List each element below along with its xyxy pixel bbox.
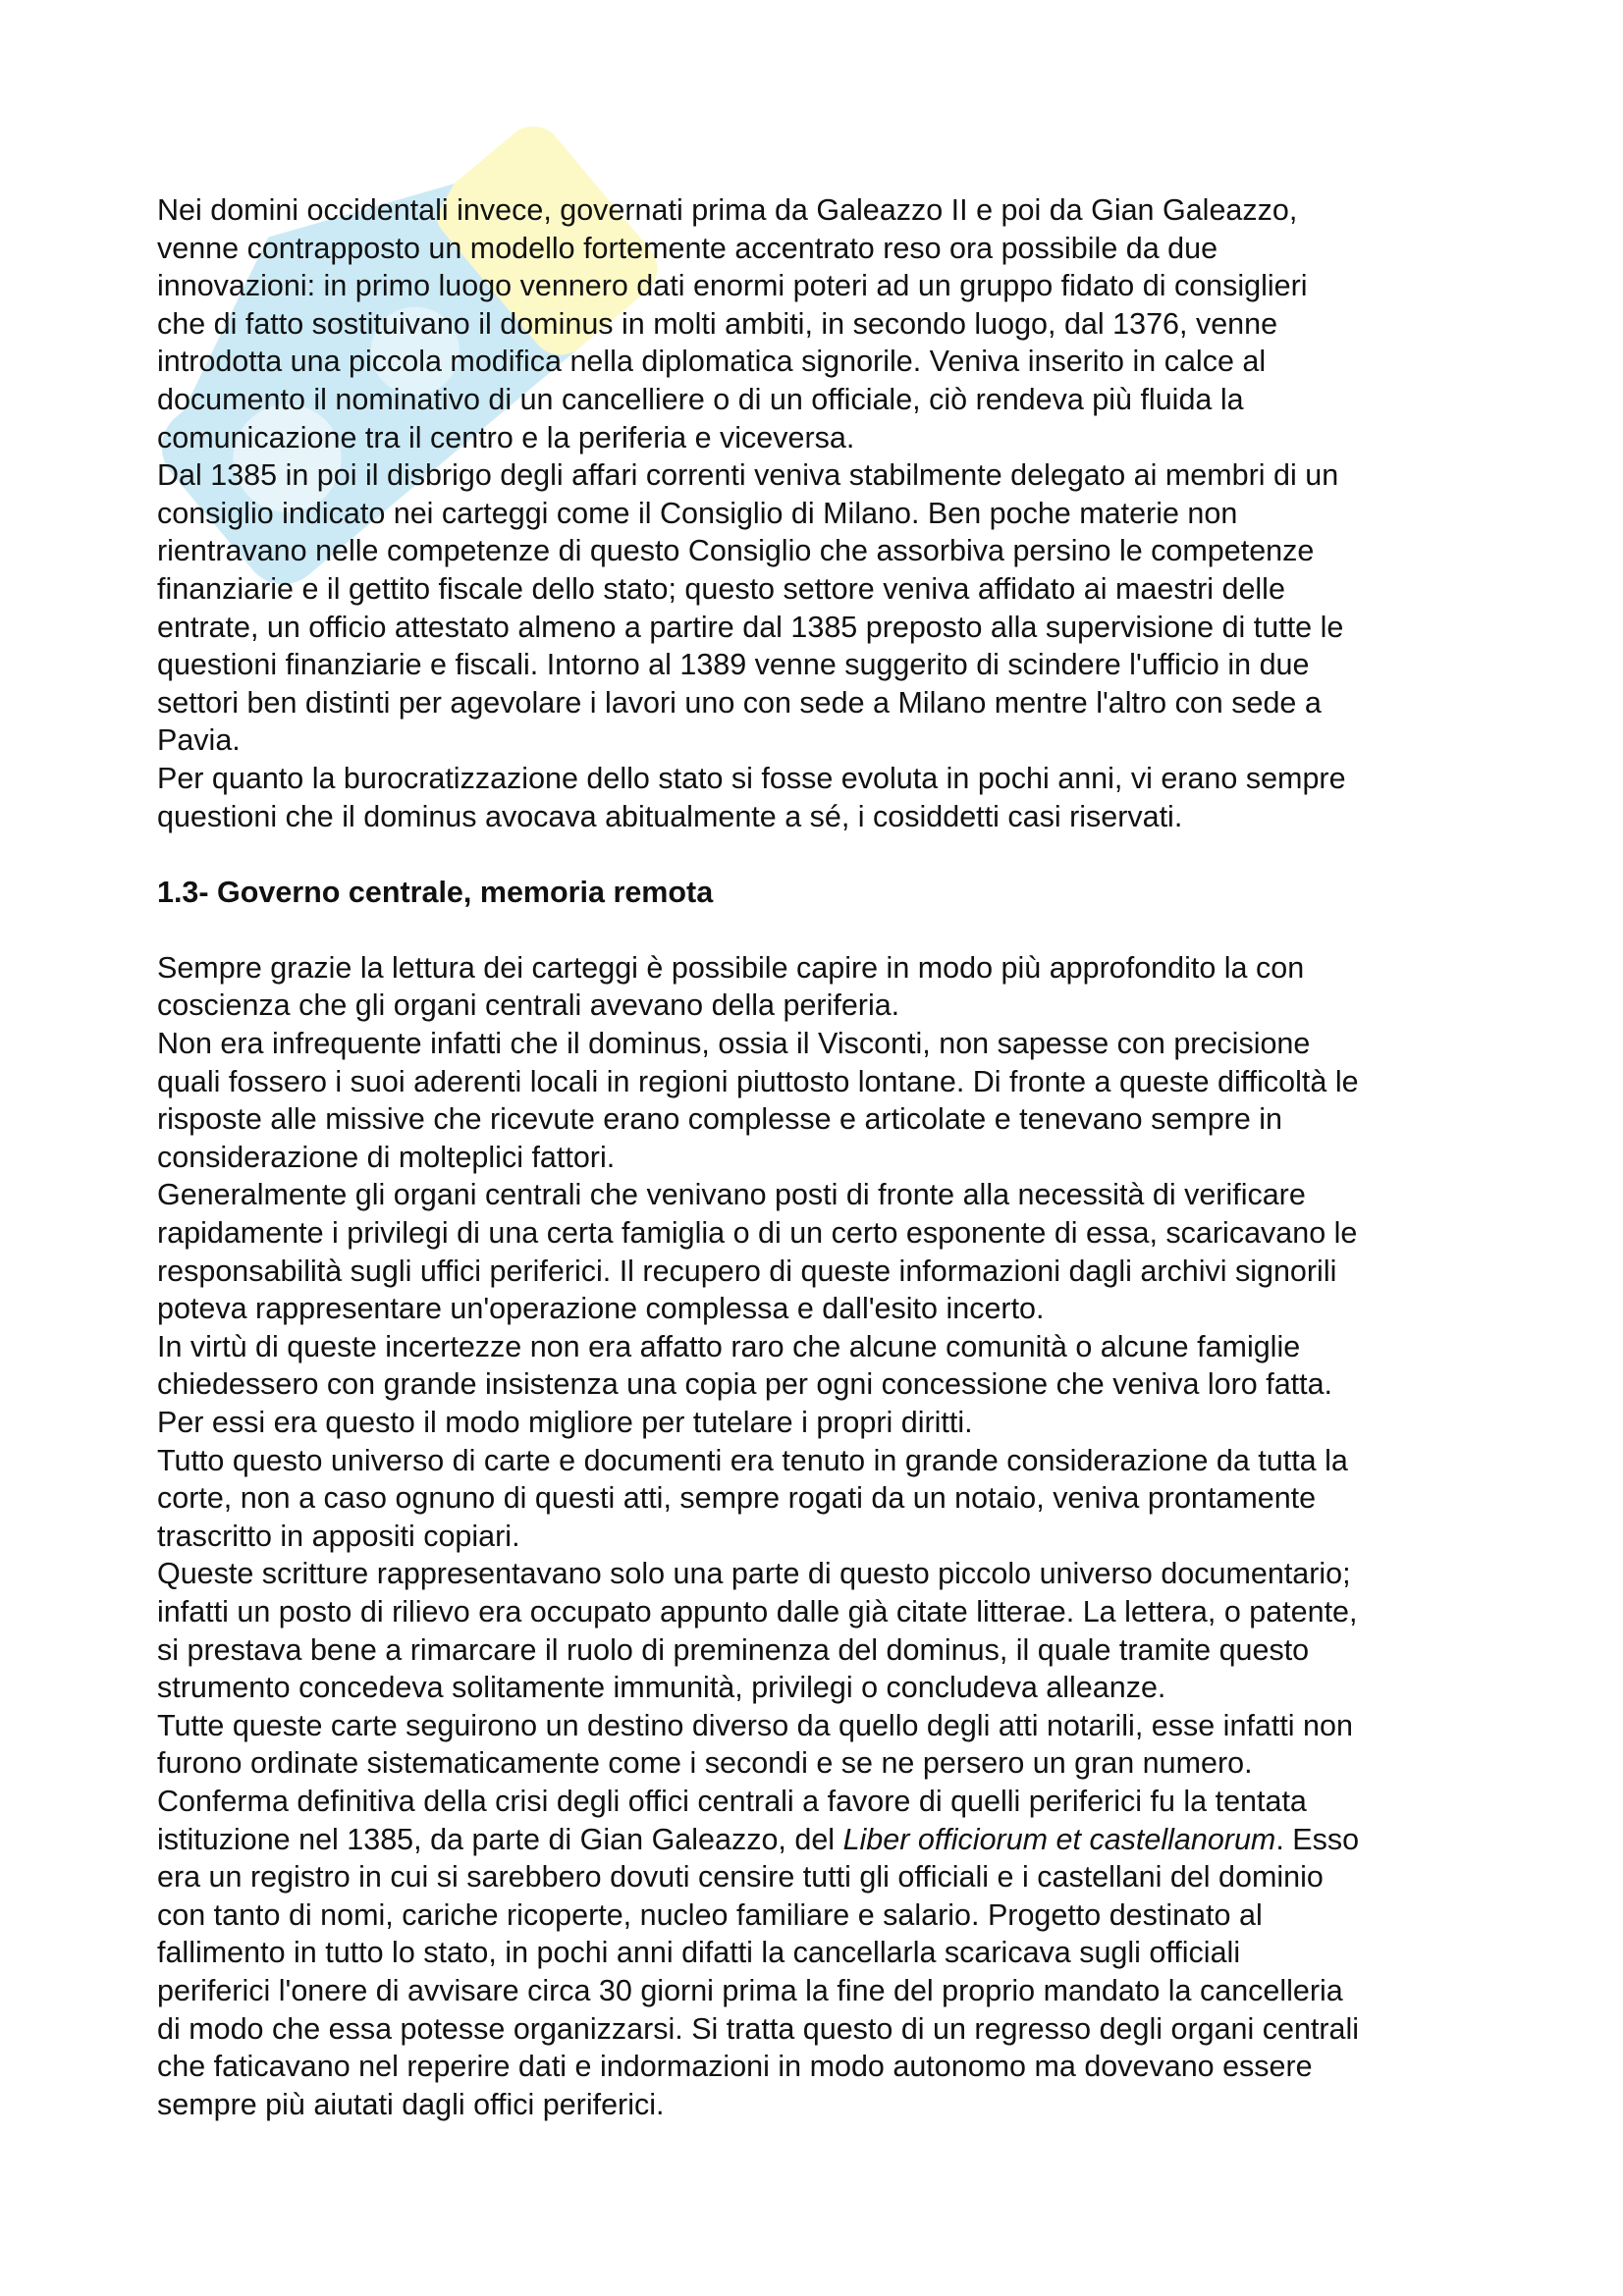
section-heading: 1.3- Governo centrale, memoria remota — [157, 875, 714, 909]
text-line: fallimento in tutto lo stato, in pochi anni difatti la cancellarla scaricava sugli officiali — [157, 1936, 1241, 1970]
text-line: finanziarie e il gettito fiscale dello stato; questo settore veniva affidato ai maestri delle — [157, 571, 1285, 606]
text-line-segment: . Esso — [1275, 1822, 1360, 1856]
text-line: rientravano nelle competenze di questo Consiglio che assorbiva persino le competenze — [157, 534, 1315, 568]
text-line: questioni che il dominus avocava abitualmente a sé, i cosiddetti casi riservati. — [157, 799, 1183, 833]
spacer — [157, 911, 1492, 949]
text-line: Generalmente gli organi centrali che venivano posti di fronte alla necessità di verificare — [157, 1178, 1306, 1212]
text-line: di modo che essa potesse organizzarsi. Si tratta questo di un regresso degli organi centrali — [157, 2011, 1360, 2046]
text-line: si prestava bene a rimarcare il ruolo di preminenza del dominus, il quale tramite questo — [157, 1632, 1310, 1667]
text-line: considerazione di molteplici fattori. — [157, 1140, 616, 1174]
text-line: chiedessero con grande insistenza una copia per ogni concessione che veniva loro fatta. — [157, 1367, 1333, 1402]
text-line: infatti un posto di rilievo era occupato appunto dalle già citate litterae. La lettera, o patente, — [157, 1594, 1358, 1629]
text-line: Dal 1385 in poi il disbrigo degli affari correnti veniva stabilmente delegato ai membri di un — [157, 458, 1339, 493]
text-line: innovazioni: in primo luogo vennero dati enormi poteri ad un gruppo fidato di consiglieri — [157, 269, 1308, 303]
paragraph-block — [157, 949, 1492, 1821]
text-line: strumento concedeva solitamente immunità, privilegi o concludeva alleanze. — [157, 1671, 1166, 1705]
text-line: periferici l'onere di avvisare circa 30 giorni prima la fine del proprio mandato la cancelleria — [157, 1973, 1343, 2007]
text-line: coscienza che gli organi centrali avevano della periferia. — [157, 988, 900, 1023]
text-line: Tutte queste carte seguirono un destino diverso da quello degli atti notarili, esse infatti non — [157, 1708, 1353, 1742]
text-line — [157, 1821, 1492, 1859]
text-line: rapidamente i privilegi di una certa famiglia o di un certo esponente di essa, scaricavano le — [157, 1216, 1358, 1251]
text-line: consiglio indicato nei carteggi come il Consiglio di Milano. Ben poche materie non — [157, 496, 1238, 530]
spacer — [157, 835, 1492, 874]
text-line: comunicazione tra il centro e la periferia e viceversa. — [157, 420, 855, 454]
text-line: era un registro in cui si sarebbero dovuti censire tutti gli officiali e i castellani del dominio — [157, 1860, 1324, 1895]
text-line: Queste scritture rappresentavano solo una parte di questo piccolo universo documentario; — [157, 1557, 1351, 1591]
paragraph-block — [157, 191, 1492, 835]
text-line: risposte alle missive che ricevute erano complesse e articolate e tenevano sempre in — [157, 1102, 1283, 1137]
text-line: che di fatto sostituivano il dominus in molti ambiti, in secondo luogo, dal 1376, venne — [157, 306, 1278, 341]
text-line: In virtù di queste incertezze non era affatto raro che alcune comunità o alcune famiglie — [157, 1329, 1301, 1363]
text-line: Sempre grazie la lettura dei carteggi è possibile capire in modo più approfondito la con — [157, 950, 1305, 985]
text-line: che faticavano nel reperire dati e indormazioni in modo autonomo ma dovevano essere — [157, 2050, 1313, 2084]
document-body — [157, 191, 1492, 2123]
text-line: Non era infrequente infatti che il dominus, ossia il Visconti, non sapesse con precisione — [157, 1027, 1311, 1061]
text-line: quali fossero i suoi aderenti locali in regioni piuttosto lontane. Di fronte a queste difficoltà le — [157, 1064, 1359, 1098]
text-line: entrate, un officio attestato almeno a partire dal 1385 preposto alla supervisione di tutte le — [157, 610, 1344, 644]
text-line: poteva rappresentare un'operazione complessa e dall'esito incerto. — [157, 1292, 1045, 1326]
text-line: Per quanto la burocratizzazione dello stato si fosse evoluta in pochi anni, vi erano sempre — [157, 761, 1346, 795]
text-line: corte, non a caso ognuno di questi atti, sempre rogati da un notaio, veniva prontamente — [157, 1481, 1317, 1516]
text-line: questioni finanziarie e fiscali. Intorno al 1389 venne suggerito di scindere l'ufficio in due — [157, 648, 1310, 682]
text-line: settori ben distinti per agevolare i lavori uno con sede a Milano mentre l'altro con sede a — [157, 685, 1322, 720]
text-line: con tanto di nomi, cariche ricoperte, nucleo familiare e salario. Progetto destinato al — [157, 1897, 1263, 1932]
italic-title: Liber officiorum et castellanorum — [842, 1822, 1276, 1856]
text-line: furono ordinate sistematicamente come i secondi e se ne persero un gran numero. — [157, 1746, 1253, 1781]
text-line: responsabilità sugli uffici periferici. Il recupero di queste informazioni dagli archivi signorili — [157, 1254, 1337, 1288]
text-line: sempre più aiutati dagli offici periferici. — [157, 2087, 665, 2121]
text-line: Tutto questo universo di carte e documenti era tenuto in grande considerazione da tutta la — [157, 1443, 1348, 1477]
text-line: Conferma definitiva della crisi degli offici centrali a favore di quelli periferici fu la tentata — [157, 1784, 1307, 1818]
text-line: Pavia. — [157, 723, 241, 758]
text-line: Nei domini occidentali invece, governati prima da Galeazzo II e poi da Gian Galeazzo, — [157, 193, 1298, 227]
text-line: introdotta una piccola modifica nella diplomatica signorile. Veniva inserito in calce al — [157, 345, 1267, 379]
text-line: venne contrapposto un modello fortemente accentrato reso ora possibile da due — [157, 231, 1218, 265]
text-line: trascritto in appositi copiari. — [157, 1519, 520, 1553]
text-line-segment: istituzione nel 1385, da parte di Gian Galeazzo, del — [157, 1822, 843, 1856]
paragraph-block — [157, 1858, 1492, 2123]
text-line: documento il nominativo di un cancelliere o di un officiale, ciò rendeva più fluida la — [157, 382, 1244, 416]
text-line: Per essi era questo il modo migliore per tutelare i propri diritti. — [157, 1406, 973, 1439]
